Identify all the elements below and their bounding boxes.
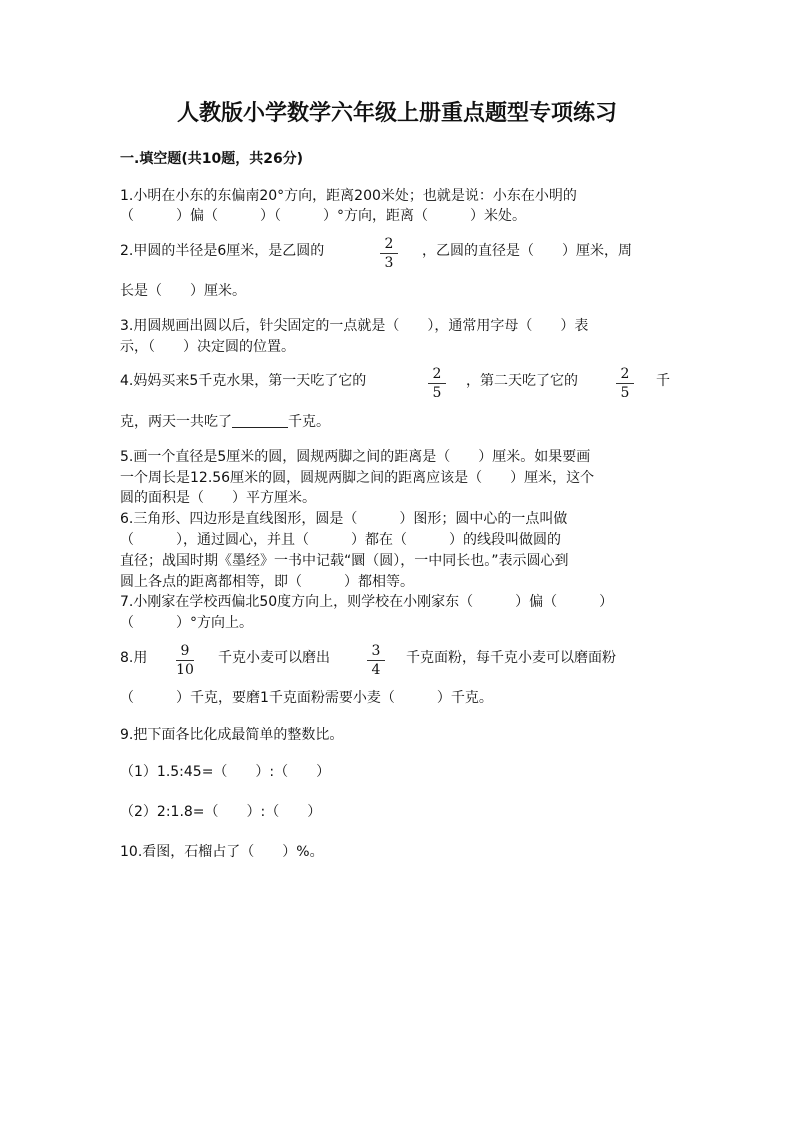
fraction-bar [428,383,446,384]
section-heading: 一.填空题(共10题，共26分) [120,151,304,167]
question-10-line-1: 10.看图，石榴占了（ ）%。 [120,844,324,860]
question-8-text-a: 8.用 [120,650,148,666]
question-4-text-c: 千 [656,373,670,389]
question-2-text-c: 长是（ ）厘米。 [120,283,246,299]
question-5-line-2: 一个周长是12.56厘米的圆，圆规两脚之间的距离应该是（ ）厘米，这个 [120,470,595,486]
answer-blank [232,413,288,428]
fraction-bar [367,660,385,661]
question-3-line-1: 3.用圆规画出圆以后，针尖固定的一点就是（ ），通常用字母（ ）表 [120,318,589,334]
question-3-line-2: 示，（ ）决定圆的位置。 [120,339,295,355]
question-7-line-1: 7.小刚家在学校西偏北50度方向上，则学校在小刚家东（ ）偏（ ） [120,594,614,610]
fraction-numerator: 2 [432,366,442,382]
fraction-denominator: 5 [620,385,630,401]
question-6-line-4: 圆上各点的距离都相等，即（ ）都相等。 [120,574,414,590]
question-8-fraction-1 [174,643,196,678]
question-4-text-d2: 千克。 [288,414,330,430]
question-1-line-1: 1.小明在小东的东偏南20°方向，距离200米处；也就是说：小东在小明的 [120,188,577,204]
question-5-line-1: 5.画一个直径是5厘米的圆，圆规两脚之间的距离是（ ）厘米。如果要画 [120,449,591,465]
question-2-text-b: ，乙圆的直径是（ ）厘米，周 [422,243,632,259]
fraction-denominator: 4 [371,662,381,678]
fraction-bar [176,660,194,661]
question-4-line-2 [120,412,330,432]
question-2-text-a: 2.甲圆的半径是6厘米，是乙圆的 [120,243,325,259]
question-4-text-d1: 克，两天一共吃了 [120,414,232,430]
question-6-line-2: （ ），通过圆心，并且（ ）都在（ ）的线段叫做圆的 [120,532,561,548]
question-4-fraction-1 [426,366,448,401]
fraction-numerator: 3 [371,643,381,659]
question-8-line-2: （ ）千克，要磨1千克面粉需要小麦（ ）千克。 [120,690,493,706]
question-6-line-1: 6.三角形、四边形是直线图形，圆是（ ）图形；圆中心的一点叫做 [120,511,568,527]
question-5-line-3: 圆的面积是（ ）平方厘米。 [120,490,316,506]
fraction-numerator: 9 [180,643,190,659]
question-2-fraction [378,236,400,271]
page-title: 人教版小学数学六年级上册重点题型专项练习 [176,100,617,126]
question-4-text-a: 4.妈妈买来5千克水果，第一天吃了它的 [120,373,367,389]
question-6-line-3: 直径；战国时期《墨经》一书中记载“圜（圆），一中同长也。”表示圆心到 [120,553,569,569]
question-8-text-b: 千克小麦可以磨出 [218,650,330,666]
fraction-bar [380,253,398,254]
question-9-line-1: 9.把下面各比化成最简单的整数比。 [120,727,344,743]
question-8-text-c: 千克面粉，每千克小麦可以磨面粉 [406,650,616,666]
question-4-text-b: ，第二天吃了它的 [466,373,578,389]
question-9-sub-1: （1）1.5:45=（ ）:（ ） [120,764,331,780]
fraction-bar [616,383,634,384]
question-8-fraction-2 [365,643,387,678]
fraction-numerator: 2 [384,236,394,252]
fraction-denominator: 10 [176,662,194,678]
question-4-fraction-2 [614,366,636,401]
question-7-line-2: （ ）°方向上。 [120,615,253,631]
fraction-numerator: 2 [620,366,630,382]
question-9-sub-2: （2）2:1.8=（ ）:（ ） [120,804,322,820]
fraction-denominator: 5 [432,385,442,401]
fraction-denominator: 3 [384,255,394,271]
question-1-line-2: （ ）偏（ ）（ ）°方向，距离（ ）米处。 [120,208,526,224]
